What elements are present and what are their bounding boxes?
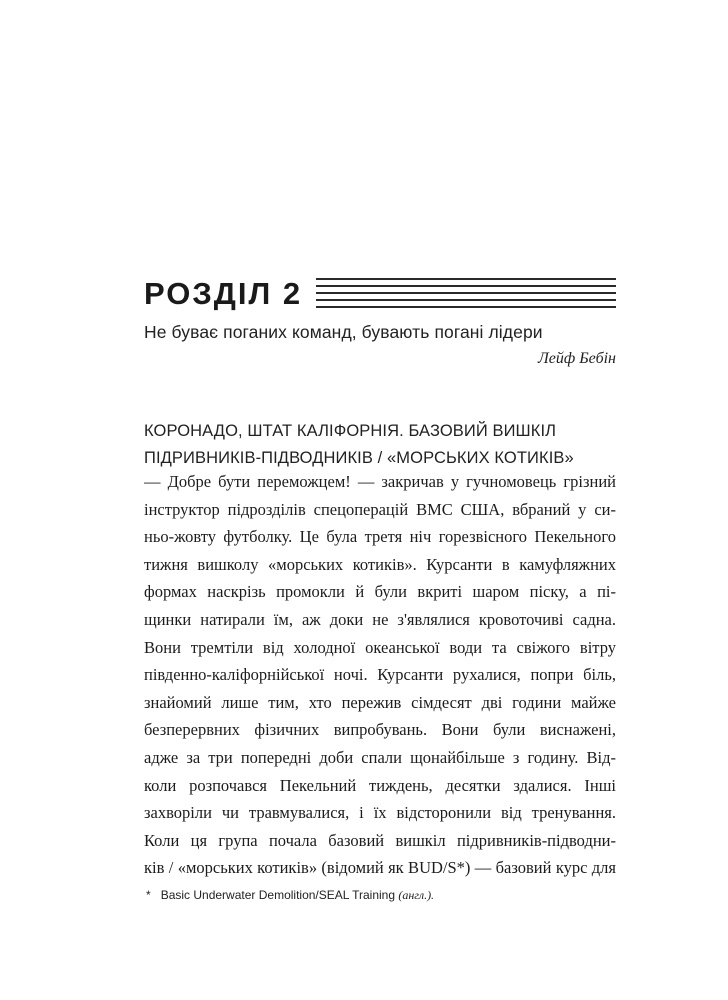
section-heading-line: КОРОНАДО, ШТАТ КАЛІФОРНІЯ. БАЗОВИЙ ВИШКІЛ	[144, 422, 557, 440]
body-line: захворіли чи травмувалися, і їх відсторонили від тренування.	[144, 803, 616, 823]
body-paragraph	[144, 468, 616, 882]
rule-line	[316, 299, 616, 301]
section-heading	[144, 418, 624, 472]
body-line: адже за три попередні доби спали щонайбільше з годину. Від-	[144, 747, 616, 767]
rule-line	[316, 306, 616, 308]
epigraph-text: Не буває поганих команд, бувають погані лідери	[144, 322, 543, 342]
chapter-title: РОЗДІЛ 2	[144, 275, 303, 311]
body-line: безперервних фізичних випробувань. Вони були виснажені,	[144, 720, 616, 740]
epigraph-author: Лейф Бебін	[537, 350, 616, 367]
rule-line	[316, 292, 616, 294]
footnote-text: Basic Underwater Demolition/SEAL Training	[160, 888, 396, 902]
footnote	[146, 888, 434, 903]
body-line: ків / «морських котиків» (відомий як BUD/S*) — базовий курс для	[144, 858, 616, 878]
body-line: ньо-жовту футболку. Це була третя ніч горезвісного Пекельного	[144, 527, 616, 547]
body-line: південно-каліфорнійської ночі. Курсанти рухалися, попри біль,	[144, 665, 616, 685]
body-line: інструктор підрозділів спецоперацій ВМС США, вбраний у си-	[144, 499, 616, 519]
rule-line	[316, 285, 616, 287]
body-line: Коли ця група почала базовий вишкіл підривників-підводни-	[144, 830, 616, 850]
footnote-language: (англ.).	[398, 888, 435, 902]
body-line: знайомий лише тим, хто пережив сімдесят дві години майже	[144, 692, 616, 712]
section-heading-line: ПІДРИВНИКІВ-ПІДВОДНИКІВ / «МОРСЬКИХ КОТИКІВ»	[144, 449, 574, 467]
body-line: тижня вишколу «морських котиків». Курсанти в камуфляжних	[144, 554, 616, 574]
body-line: Вони тремтіли від холодної океанської води та свіжого вітру	[144, 637, 616, 657]
body-line: — Добре бути переможцем! — закричав у гучномовець грізний	[144, 472, 616, 491]
rule-line	[316, 278, 616, 280]
decorative-rule-lines	[316, 276, 616, 310]
body-line: коли розпочався Пекельний тиждень, десятки здалися. Інші	[144, 775, 616, 795]
footnote-marker: *	[146, 888, 151, 902]
body-line: формах наскрізь промокли й були вкриті шаром піску, а пі-	[144, 582, 616, 602]
chapter-header	[144, 276, 616, 310]
body-line: щинки натирали їм, аж доки не з'являлися кровоточиві садна.	[144, 609, 616, 629]
